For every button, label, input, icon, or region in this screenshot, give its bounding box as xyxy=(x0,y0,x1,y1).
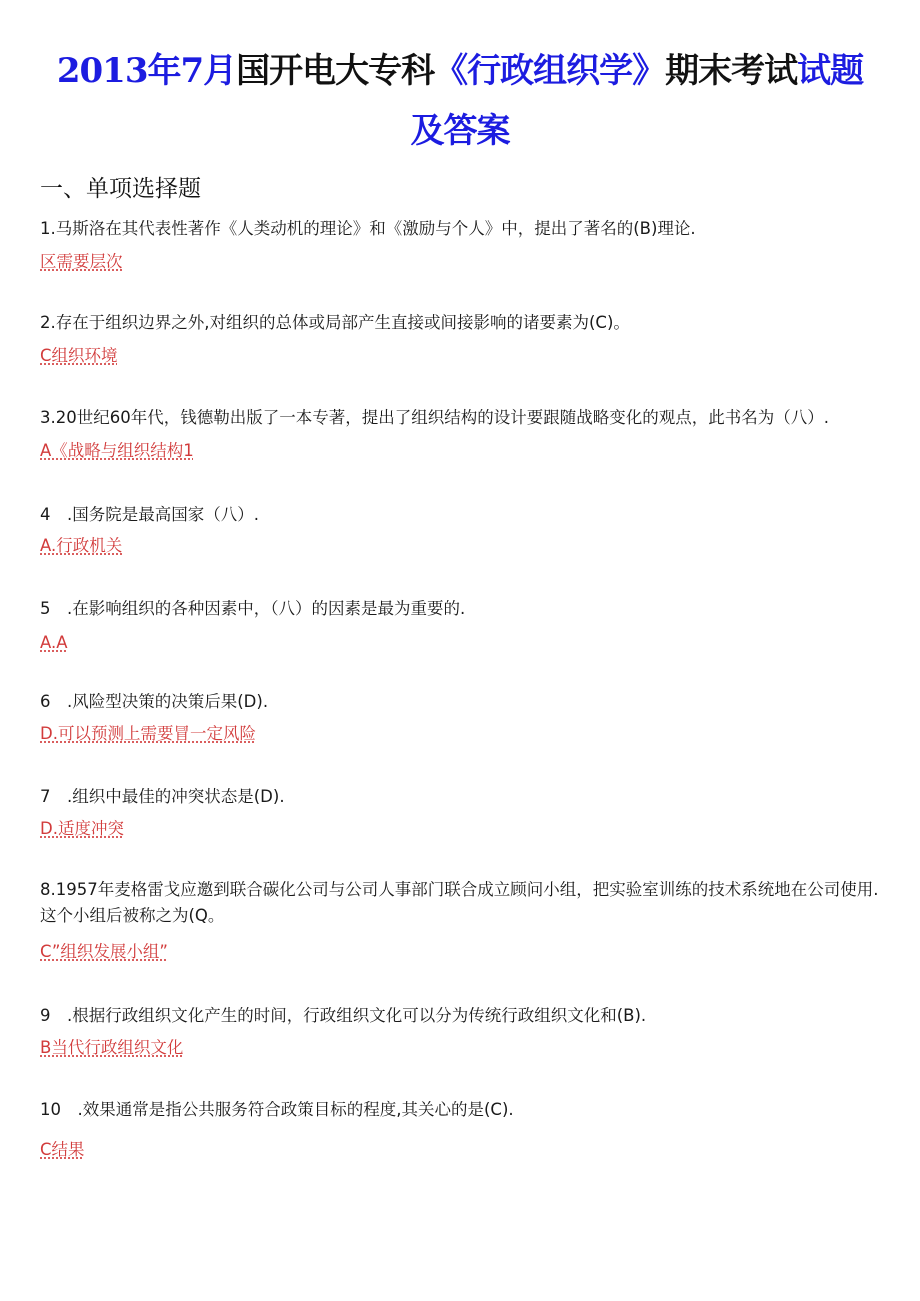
title-questions: 试题 xyxy=(797,51,864,91)
section-heading: 一、单项选择题 xyxy=(40,176,201,202)
answer-3: A《战略与组织结构1 xyxy=(40,441,194,460)
answer-5: A.A xyxy=(40,633,68,652)
question-10: 10 .效果通常是指公共服务符合政策目标的程度,其关心的是(C). xyxy=(40,1100,514,1119)
title-date: 2013年7月 xyxy=(56,51,237,91)
answer-9: B当代行政组织文化 xyxy=(40,1038,184,1057)
question-4: 4 .国务院是最高国家（八）. xyxy=(40,505,259,524)
page-title-line-2: 及答案 xyxy=(410,111,510,151)
title-school: 国开电大专科 xyxy=(236,51,435,91)
question-8: 8.1957年麦格雷戈应邀到联合碳化公司与公司人事部门联合成立顾问小组，把实验室训练的技术系统地在公司使用.这个小组后被称之为(Q。 xyxy=(40,880,879,925)
question-3: 3.20世纪60年代，钱德勒出版了一本专著，提出了组织结构的设计要跟随战略变化的观点，此书名为（八）. xyxy=(40,408,829,427)
title-course: 《行政组织学》 xyxy=(434,51,666,91)
question-6: 6 .风险型决策的决策后果(D). xyxy=(40,692,269,711)
answer-2: C组织环境 xyxy=(40,346,118,365)
question-2: 2.存在于组织边界之外,对组织的总体或局部产生直接或间接影响的诸要素为(C)。 xyxy=(40,313,630,332)
question-7: 7 .组织中最佳的冲突状态是(D). xyxy=(40,787,285,806)
answer-8: C”组织发展小组” xyxy=(40,942,168,961)
question-5: 5 .在影响组织的各种因素中，（八）的因素是最为重要的. xyxy=(40,599,466,618)
page-title-line-1 xyxy=(40,51,880,91)
title-exam: 期末考试 xyxy=(665,51,798,91)
question-9: 9 .根据行政组织文化产生的时间，行政组织文化可以分为传统行政组织文化和(B). xyxy=(40,1006,647,1025)
answer-10: C结果 xyxy=(40,1140,85,1159)
question-1: 1.马斯洛在其代表性著作《人类动机的理论》和《激励与个人》中，提出了著名的(B)理论. xyxy=(40,219,696,238)
answer-6: D.可以预测上需要冒一定风险 xyxy=(40,724,256,743)
answer-7: D.适度冲突 xyxy=(40,819,124,838)
answer-1: 区需要层次 xyxy=(40,252,123,271)
answer-4: A.行政机关 xyxy=(40,536,123,555)
